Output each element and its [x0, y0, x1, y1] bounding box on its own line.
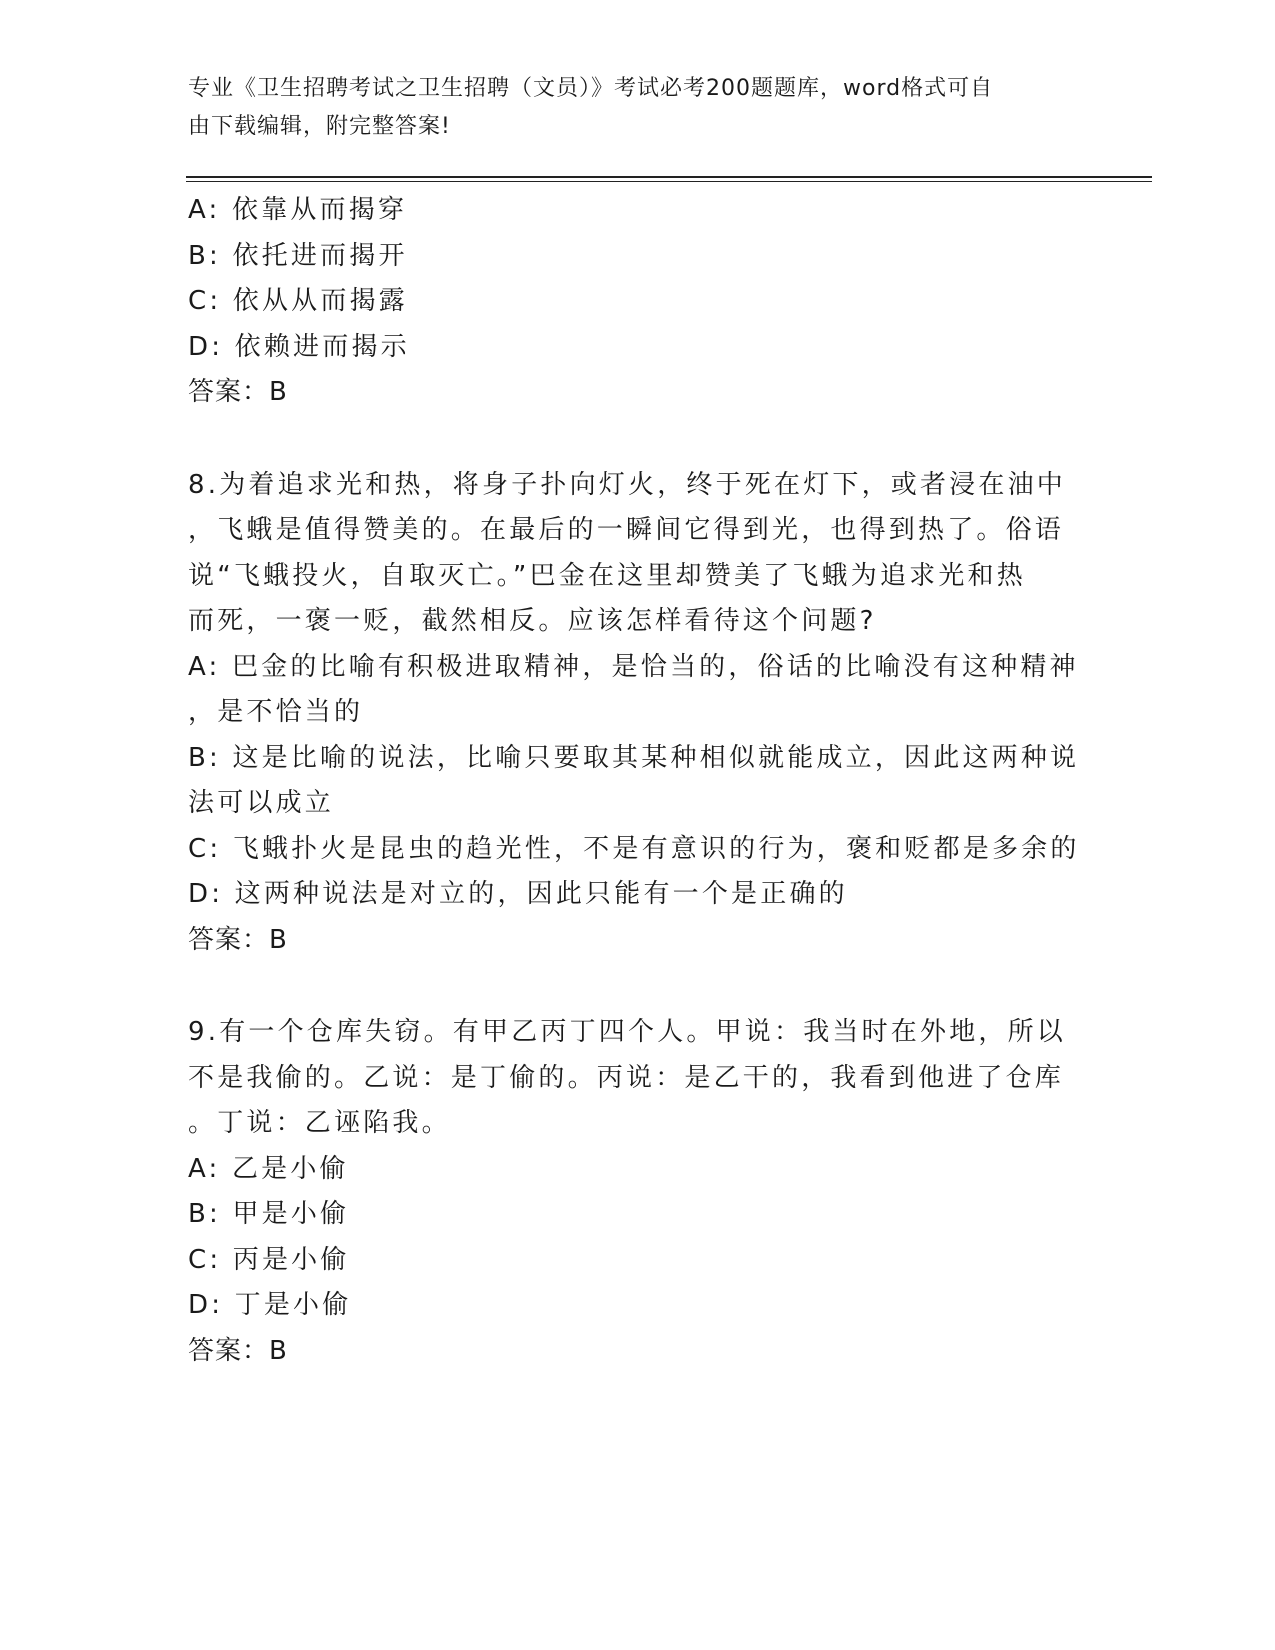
- question-stem-line: 9.有一个仓库失窃。有甲乙丙丁四个人。甲说：我当时在外地，所以: [188, 1017, 1067, 1047]
- option-a: A: 乙是小偷: [188, 1153, 349, 1184]
- option-c: C: 丙是小偷: [188, 1244, 350, 1275]
- option-b: B: 依托进而揭开: [188, 240, 408, 271]
- question-stem-line: 而死，一褒一贬，截然相反。应该怎样看待这个问题?: [188, 606, 877, 636]
- spacer: [188, 416, 1088, 463]
- header-divider-thick: [186, 176, 1152, 178]
- option-b: B: 甲是小偷: [188, 1199, 350, 1229]
- header-divider-thin: [186, 181, 1152, 182]
- question-9-block: [188, 1010, 1088, 1374]
- option-c: C: 依从从而揭露: [188, 286, 408, 316]
- question-stem-line: 8.为着追求光和热，将身子扑向灯火，终于死在灯下，或者浸在油中: [188, 469, 1067, 500]
- option-a: A: 巴金的比喻有积极进取精神，是恰当的，俗话的比喻没有这种精神: [188, 651, 1079, 682]
- answer-line: 答案：B: [188, 377, 288, 407]
- option-d: D: 依赖进而揭示: [188, 331, 410, 362]
- question-stem-line: 。丁说：乙诬陷我。: [188, 1108, 451, 1138]
- answer-line: 答案：B: [188, 924, 288, 955]
- option-b-continued: 法可以成立: [188, 788, 335, 818]
- option-b: B: 这是比喻的说法，比喻只要取其某种相似就能成立，因此这两种说: [188, 742, 1080, 773]
- document-header: [188, 70, 1068, 146]
- option-a-continued: ，是不恰当的: [188, 697, 364, 727]
- header-title-line-2: 由下载编辑，附完整答案!: [188, 114, 451, 139]
- question-stem-line: 说“飞蛾投火，自取灭亡。”巴金在这里却赞美了飞蛾为追求光和热: [188, 560, 1026, 591]
- answer-line: 答案：B: [188, 1335, 288, 1366]
- option-c: C: 飞蛾扑火是昆虫的趋光性，不是有意识的行为，褒和贬都是多余的: [188, 833, 1080, 864]
- document-body: [188, 188, 1088, 1374]
- option-d: D: 丁是小偷: [188, 1290, 352, 1320]
- question-stem-line: 不是我偷的。乙说：是丁偷的。丙说：是乙干的，我看到他进了仓库: [188, 1062, 1065, 1093]
- question-7-block: [188, 188, 1088, 416]
- question-stem-line: ，飞蛾是值得赞美的。在最后的一瞬间它得到光，也得到热了。俗语: [188, 515, 1065, 545]
- spacer: [188, 963, 1088, 1010]
- question-8-block: [188, 463, 1088, 964]
- option-d: D: 这两种说法是对立的，因此只能有一个是正确的: [188, 879, 848, 909]
- header-title-line-1: 专业《卫生招聘考试之卫生招聘（文员）》考试必考200题题库，word格式可自: [188, 76, 994, 101]
- option-a: A: 依靠从而揭穿: [188, 195, 408, 225]
